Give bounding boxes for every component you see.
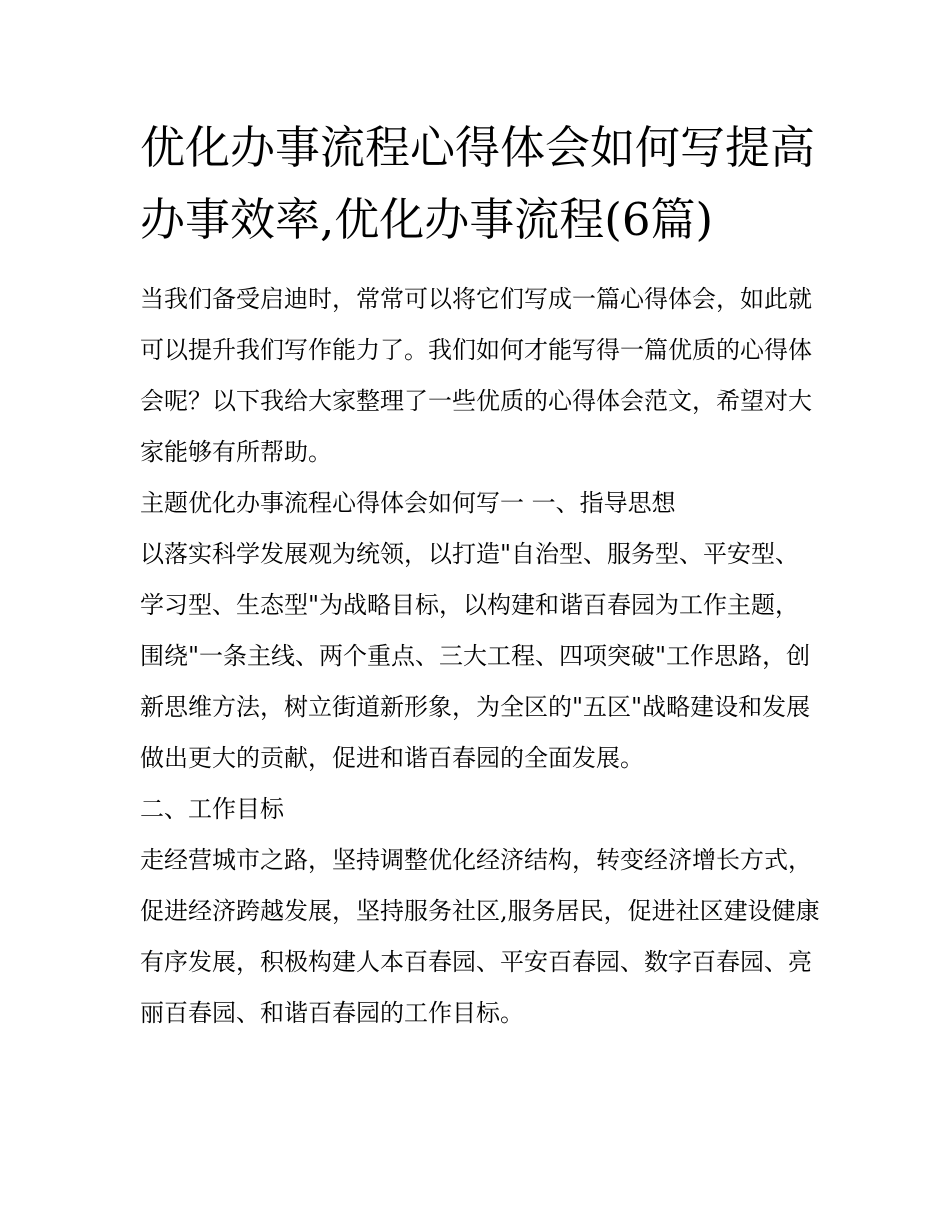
guiding-ideology-paragraph: 以落实科学发展观为统领，以打造"自治型、服务型、平安型、学习型、生态型"为战略目标，以构建和谐百春园为工作主题，围绕"一条主线、两个重点、三大工程、四项突破"工作思路，创新思维方法，树立街道新形象，为全区的"五区"战略建设和发展做出更大的贡献，促进和谐百春园的全面发展。 xyxy=(140,540,811,772)
section-heading-guiding-ideology: 主题优化办事流程心得体会如何写一 一、指导思想 xyxy=(140,489,676,517)
intro-paragraph: 当我们备受启迪时，常常可以将它们写成一篇心得体会，如此就可以提升我们写作能力了。我们如何才能写得一篇优质的心得体会呢？以下我给大家整理了一些优质的心得体会范文，希望对大家能够有所帮助。 xyxy=(140,285,812,466)
work-goals-paragraph: 走经营城市之路，坚持调整优化经济结构，转变经济增长方式，促进经济跨越发展，坚持服务社区,服务居民，促进社区建设健康有序发展，积极构建人本百春园、平安百春园、数字百春园、亮丽百春园、和谐百春园的工作目标。 xyxy=(140,846,820,1027)
document-page xyxy=(140,112,820,1039)
document-title: 优化办事流程心得体会如何写提高办事效率,优化办事流程(6篇) xyxy=(140,121,816,246)
section-heading-work-goals: 二、工作目标 xyxy=(140,795,284,823)
document-body xyxy=(140,274,820,1039)
